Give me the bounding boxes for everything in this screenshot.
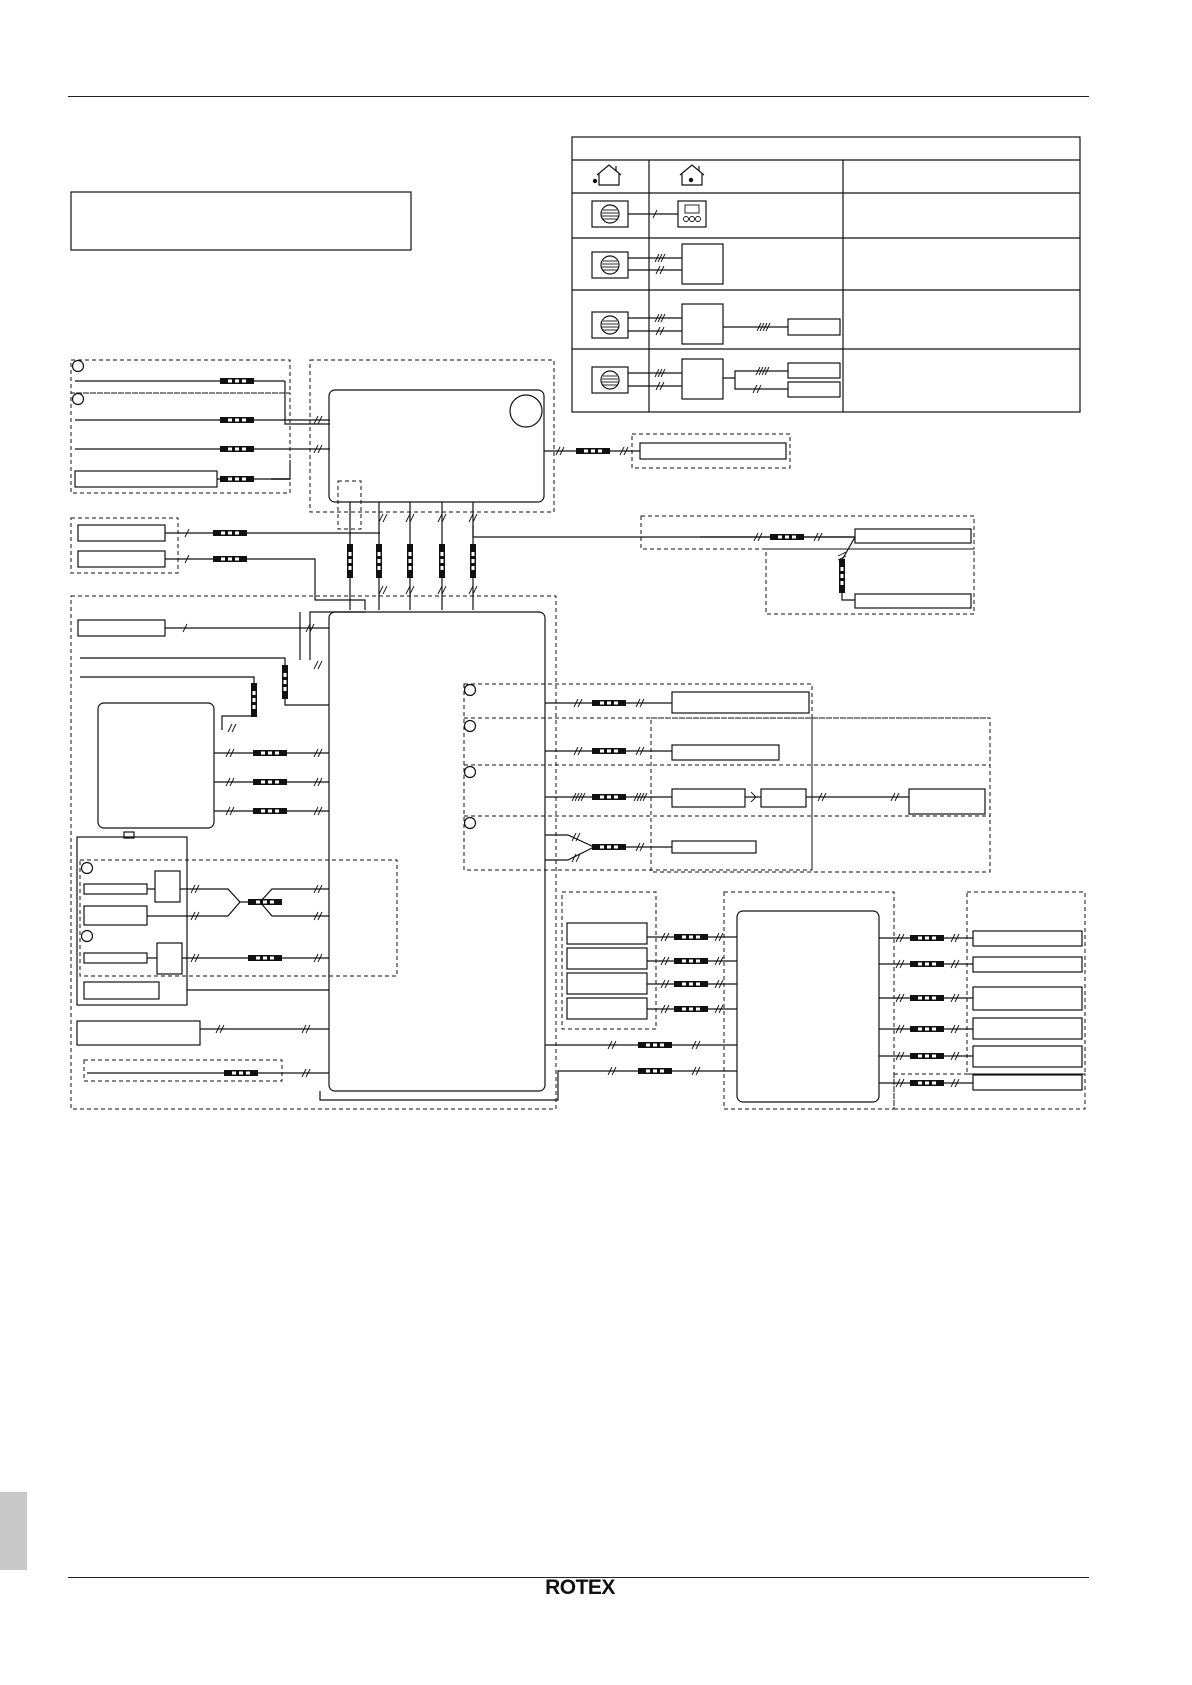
bottom-right-module (320, 892, 1085, 1109)
left-top-options (71, 360, 330, 493)
hydro-box-lower (71, 596, 556, 1109)
right-top-options (641, 516, 974, 614)
legend-table (572, 137, 1080, 412)
user-interface-icon (678, 201, 706, 227)
note-box (71, 192, 411, 250)
right-mid-options (464, 684, 990, 872)
hydro-box-upper (310, 360, 855, 610)
outdoor-unit-icon (592, 201, 628, 227)
outdoor-unit-icon (592, 252, 628, 278)
rotex-logo: ROTEX (545, 1576, 615, 1599)
outdoor-unit-icon (592, 367, 628, 393)
outdoor-unit-icon (592, 312, 628, 338)
indoor-house-icon (680, 165, 704, 185)
outdoor-house-icon (593, 165, 621, 185)
